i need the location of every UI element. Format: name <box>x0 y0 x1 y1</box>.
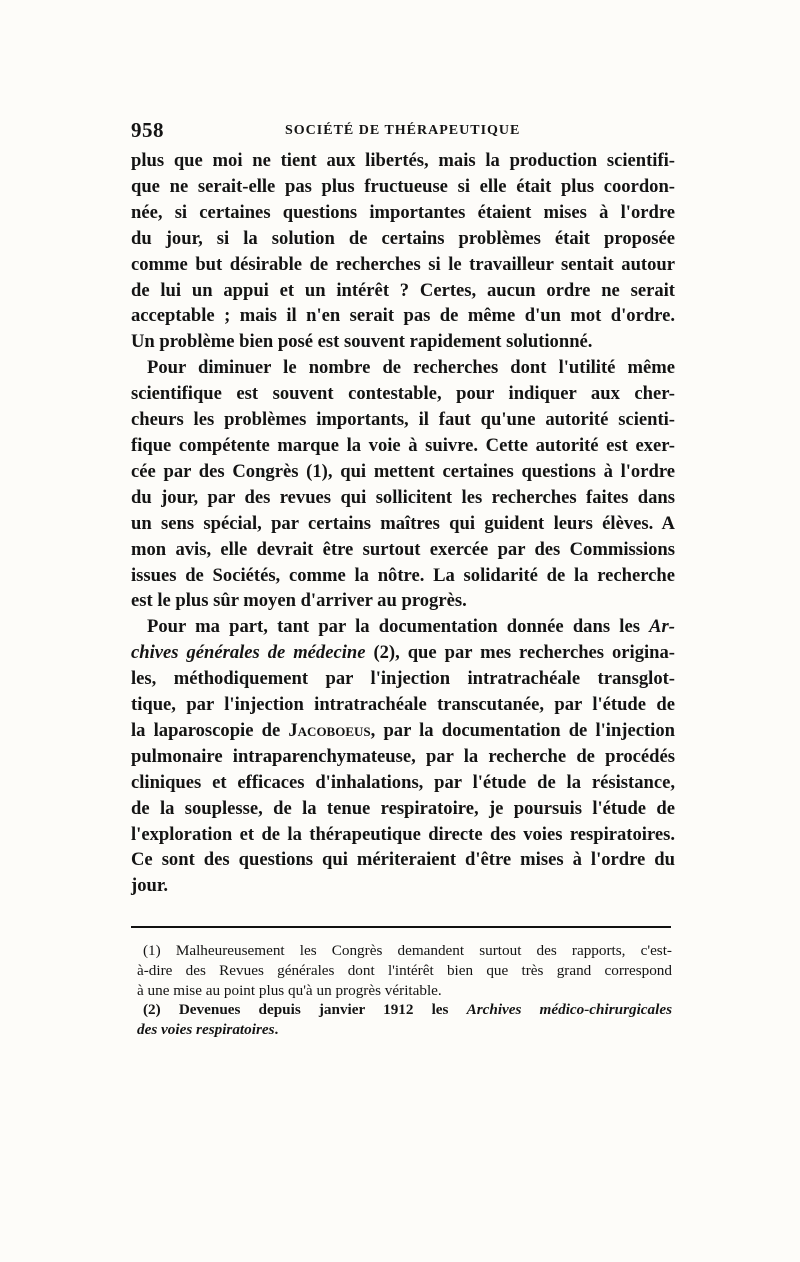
footnote-1 <box>137 941 672 1000</box>
text-line: issues de Sociétés, comme la nôtre. La solidarité de la recherche <box>131 564 675 586</box>
text-line: mon avis, elle devrait être surtout exercée par des Commissions <box>131 538 675 560</box>
text-line: Un problème bien posé est souvent rapidement solutionné. <box>131 331 593 353</box>
paragraph-1 <box>131 148 675 355</box>
text-line: née, si certaines questions importantes étaient mises à l'ordre <box>131 201 675 223</box>
footnotes <box>137 941 672 1040</box>
text-line: cée par des Congrès (1), qui mettent certaines questions à l'ordre <box>131 460 675 482</box>
text-line: Pour diminuer le nombre de recherches dont l'utilité même <box>147 357 675 379</box>
text-segment: la laparoscopie de <box>131 719 289 741</box>
text-line: pulmonaire intraparenchymateuse, par la recherche de procédés <box>131 745 675 767</box>
footnote-2 <box>137 1000 672 1040</box>
text-line: cheurs les problèmes importants, il faut qu'une autorité scienti- <box>131 409 675 431</box>
text-line: scientifique est souvent contestable, pour indiquer aux cher- <box>131 383 675 405</box>
text-line: comme but désirable de recherches si le travailleur sentait autour <box>131 253 675 275</box>
text-segment: Pour ma part, tant par la documentation donnée dans les <box>147 616 650 638</box>
running-head: SOCIÉTÉ DE THÉRAPEUTIQUE <box>285 123 521 138</box>
text-line: est le plus sûr moyen d'arriver au progrès. <box>131 590 467 612</box>
text-line: un sens spécial, par certains maîtres qui guident leurs élèves. A <box>131 512 675 534</box>
text-line <box>131 718 675 744</box>
text-line: les, méthodiquement par l'injection intratrachéale transglot- <box>131 668 675 690</box>
text-segment: (2), que par mes recherches origina- <box>365 642 675 664</box>
footnote-line <box>137 1000 672 1020</box>
text-line: du jour, si la solution de certains problèmes était proposée <box>131 227 675 249</box>
page-number: 958 <box>131 118 164 142</box>
text-segment: . <box>274 1021 279 1039</box>
text-line: plus que moi ne tient aux libertés, mais la production scientifi- <box>131 150 675 171</box>
text-line: que ne serait-elle pas plus fructueuse si elle était plus coordon- <box>131 175 675 197</box>
footnote-line: (1) Malheureusement les Congrès demandent surtout des rapports, c'est- <box>143 942 672 959</box>
text-line: tique, par l'injection intratrachéale transcutanée, par l'étude de <box>131 694 675 716</box>
text-line: de la souplesse, de la tenue respiratoire, je poursuis l'étude de <box>131 797 675 819</box>
text-line: jour. <box>131 875 169 897</box>
text-line <box>131 614 675 640</box>
text-segment: , par la documentation de l'injection <box>370 719 675 741</box>
text-line: fique compétente marque la voie à suivre. Cette autorité est exer- <box>131 434 675 456</box>
paragraph-3 <box>131 614 675 899</box>
text-line: de lui un appui et un intérêt ? Certes, aucun ordre ne serait <box>131 279 675 301</box>
footnote-line: à-dire des Revues générales dont l'intérêt bien que très grand correspond <box>137 961 672 979</box>
paragraph-2 <box>131 355 675 614</box>
author-name: Jacoboeus <box>288 719 371 741</box>
body-text <box>131 148 675 899</box>
page-header <box>131 118 671 142</box>
text-line: cliniques et efficaces d'inhalations, par l'étude de la résistance, <box>131 771 675 793</box>
text-segment: (2) Devenues depuis janvier 1912 les <box>143 1001 467 1019</box>
text-line <box>131 640 675 666</box>
journal-title: Archives médico-chirurgicales <box>466 1001 673 1019</box>
text-line: l'exploration et de la thérapeutique directe des voies respiratoires. <box>131 823 675 845</box>
footnote-rule <box>131 926 671 928</box>
journal-title-fragment: Ar- <box>649 616 675 638</box>
text-line: acceptable ; mais il n'en serait pas de même d'un mot d'ordre. <box>131 305 675 327</box>
footnote-line: à une mise au point plus qu'à un progrès véritable. <box>137 981 442 999</box>
journal-title-fragment: chives générales de médecine <box>131 642 366 664</box>
journal-title: des voies respiratoires <box>137 1021 275 1039</box>
footnote-line <box>137 1020 672 1040</box>
text-line: du jour, par des revues qui sollicitent les recherches faites dans <box>131 486 675 508</box>
text-line: Ce sont des questions qui mériteraient d'être mises à l'ordre du <box>131 849 675 871</box>
